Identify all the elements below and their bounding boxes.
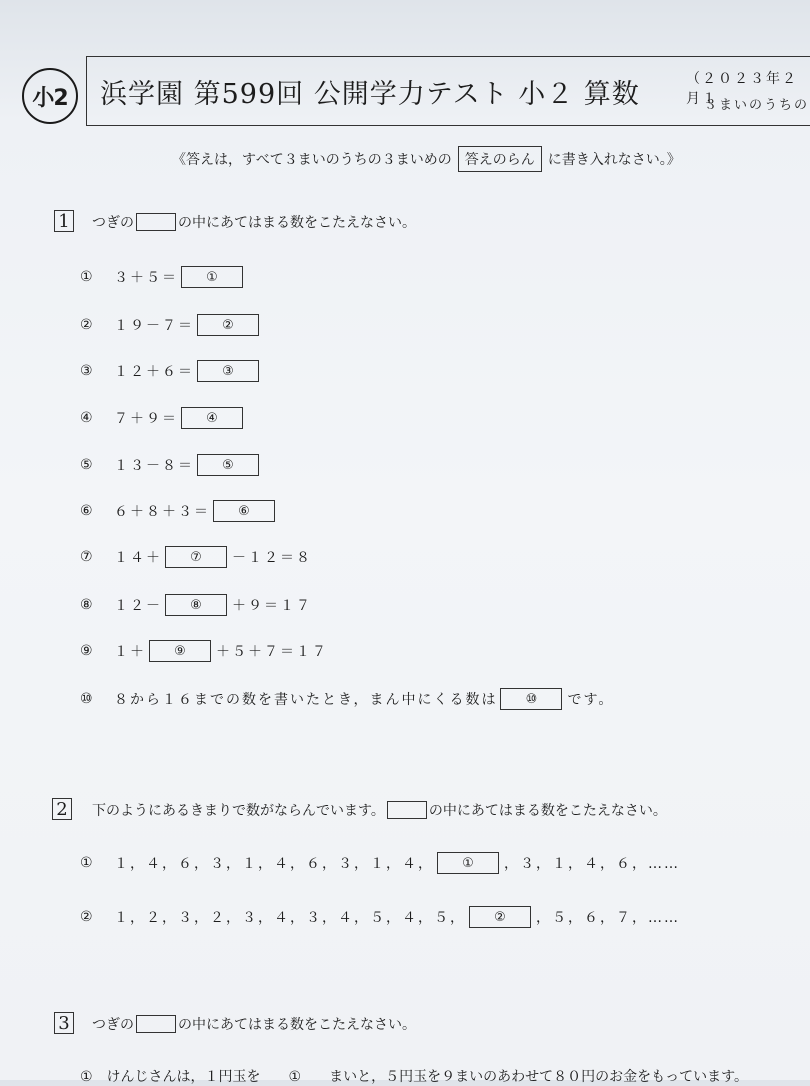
item-number: ⑥ xyxy=(80,503,93,519)
item-number: ④ xyxy=(80,410,93,426)
blank-box-icon xyxy=(387,801,427,819)
item-expression-tail: ，３，１，４，６，…… xyxy=(504,856,680,872)
q1-item-7 xyxy=(80,546,312,568)
q1-item-8 xyxy=(80,594,312,616)
answer-box: ⑨ xyxy=(149,640,211,662)
item-expression: １９－７＝ xyxy=(114,318,194,334)
item-number: ① xyxy=(80,269,93,285)
instruction-after: に書き入れなさい。》 xyxy=(547,152,681,168)
answer-column-label: 答えのらん xyxy=(458,146,542,172)
question-1-prompt-b: の中にあてはまる数をこたえなさい。 xyxy=(178,215,416,231)
question-1-prompt-a: つぎの xyxy=(92,215,134,231)
item-expression: １，２，３，２，３，４，３，４，５，４，５， xyxy=(114,910,466,926)
blank-box-icon xyxy=(136,1015,176,1033)
item-number: ③ xyxy=(80,363,93,379)
item-expression: １３－８＝ xyxy=(114,458,194,474)
item-expression-tail: ＋５＋７＝１７ xyxy=(216,644,328,660)
answer-box: ⑥ xyxy=(213,500,275,522)
q1-item-6 xyxy=(80,500,280,522)
question-3-number: 3 xyxy=(54,1012,74,1034)
answer-box: ⑤ xyxy=(197,454,259,476)
q1-item-2 xyxy=(80,314,264,336)
item-number: ② xyxy=(80,909,93,925)
answer-box: ② xyxy=(469,906,531,928)
item-number: ① xyxy=(80,855,93,871)
question-3-prompt-b: の中にあてはまる数をこたえなさい。 xyxy=(178,1017,416,1033)
question-1-number: 1 xyxy=(54,210,74,232)
q1-item-5 xyxy=(80,454,264,476)
item-number: ⑩ xyxy=(80,691,93,707)
item-expression: ７＋９＝ xyxy=(114,411,178,427)
q2-item-2 xyxy=(80,906,680,928)
answer-box: ③ xyxy=(197,360,259,382)
item-number: ② xyxy=(80,317,93,333)
q2-item-1 xyxy=(80,852,680,874)
item-expression-tail: ，５，６，７，…… xyxy=(536,910,680,926)
item-expression: １＋ xyxy=(114,644,146,660)
item-expression: １２－ xyxy=(114,598,162,614)
question-3-prompt-a: つぎの xyxy=(92,1017,134,1033)
question-1-prompt xyxy=(92,212,416,232)
instruction-before: 《答えは，すべて３まいのうちの３まいめの xyxy=(172,152,452,168)
q1-item-10 xyxy=(80,688,614,710)
answer-box: ⑦ xyxy=(165,546,227,568)
item-expression-tail: －１２＝８ xyxy=(232,550,312,566)
item-expression: １２＋６＝ xyxy=(114,364,194,380)
item-expression: ６＋８＋３＝ xyxy=(114,504,210,520)
answer-box: ⑧ xyxy=(165,594,227,616)
item-expression: １，４，６，３，１，４，６，３，１，４， xyxy=(114,856,434,872)
item-expression-tail: ＋９＝１７ xyxy=(232,598,312,614)
question-3-prompt xyxy=(92,1014,416,1034)
item-expression-tail: です。 xyxy=(567,692,615,708)
answer-box: ④ xyxy=(181,407,243,429)
question-2-prompt-a: 下のようにあるきまりで数がならんでいます。 xyxy=(92,803,385,819)
answer-box: ① xyxy=(437,852,499,874)
q1-item-4 xyxy=(80,407,248,429)
item-number: ⑦ xyxy=(80,549,93,565)
q1-item-1 xyxy=(80,266,248,288)
test-date: （２０２３年２月１ xyxy=(686,71,798,107)
item-number: ⑧ xyxy=(80,597,93,613)
item-number: ⑨ xyxy=(80,643,93,659)
question-2-prompt-b: の中にあてはまる数をこたえなさい。 xyxy=(428,803,667,819)
grade-badge: 小2 xyxy=(22,68,78,124)
q1-item-9 xyxy=(80,640,328,662)
question-3-item-1: ① けんじさんは，１円玉を ① まいと，５円玉を９まいのあわせて８０円のお金をもっています。 xyxy=(80,1069,748,1085)
blank-box-icon xyxy=(136,213,176,231)
sheet-note: ３まいのうちの xyxy=(704,98,810,113)
item-expression: ８から１６までの数を書いたとき，まん中にくる数は xyxy=(114,692,498,708)
instruction-line xyxy=(172,146,681,172)
item-number: ⑤ xyxy=(80,457,93,473)
item-expression: １４＋ xyxy=(114,550,162,566)
answer-box: ⑩ xyxy=(500,688,562,710)
answer-box: ② xyxy=(197,314,259,336)
question-2-prompt xyxy=(92,800,667,820)
item-expression: ３＋５＝ xyxy=(114,270,178,286)
question-2-number: 2 xyxy=(52,798,72,820)
page-title: 浜学園 第599回 公開学力テスト 小２ 算数 xyxy=(100,79,640,110)
q1-item-3 xyxy=(80,360,264,382)
answer-box: ① xyxy=(181,266,243,288)
